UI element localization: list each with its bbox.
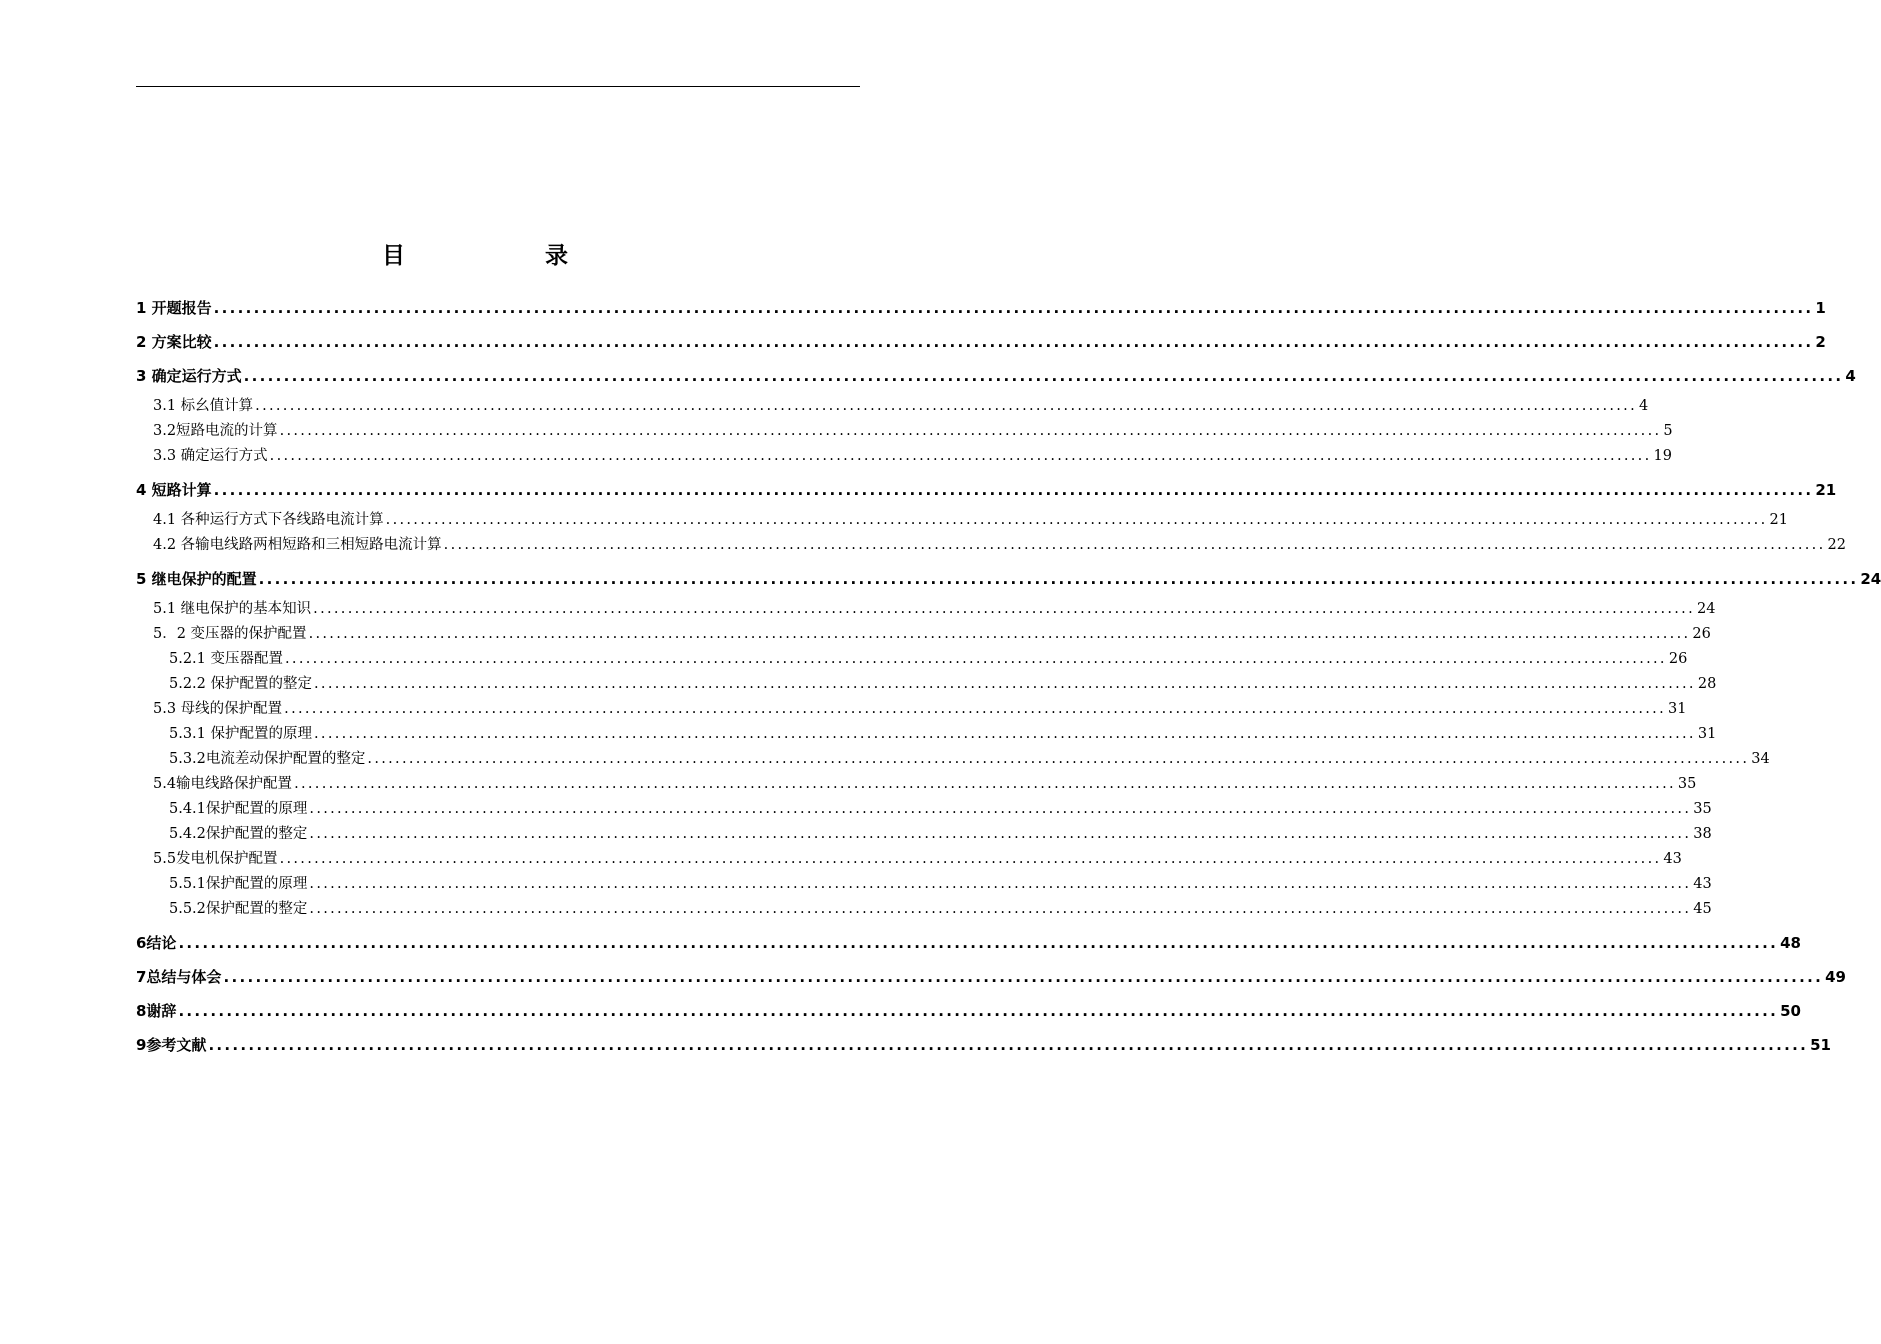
dot-leader: ........................................................................................................................................................................................................ [208, 1036, 1809, 1054]
toc-entry-page-number: 24 [1860, 570, 1881, 588]
toc-entry-page-number: 50 [1780, 1002, 1801, 1020]
toc-entry-page-number: 38 [1693, 826, 1712, 842]
toc-entry[interactable] [136, 364, 1856, 389]
toc-entry-label: 5.4.2保护配置的整定 [169, 826, 308, 842]
toc-entry-page-number: 19 [1653, 448, 1672, 464]
toc-entry-label: 5.3.2电流差动保护配置的整定 [169, 751, 366, 767]
toc-entry[interactable] [136, 931, 1801, 956]
toc-entry-page-number: 43 [1663, 851, 1682, 867]
toc-entry-label: 5.3.1 保护配置的原理 [169, 726, 313, 742]
toc-entry-label: 3.1 标幺值计算 [153, 398, 254, 414]
toc-entry[interactable] [136, 747, 1770, 772]
toc-entry[interactable] [136, 508, 1788, 533]
dot-leader: ........................................................................................................................................................................................................ [284, 701, 1666, 717]
toc-entry-label: 5.5.1保护配置的原理 [169, 876, 308, 892]
toc-entry-label: 5．2 变压器的保护配置 [153, 626, 307, 642]
toc-entry-label: 4.2 各输电线路两相短路和三相短路电流计算 [153, 537, 442, 553]
toc-entry[interactable] [136, 697, 1687, 722]
toc-entry-label: 5.5.2保护配置的整定 [169, 901, 308, 917]
dot-leader: ........................................................................................................................................................................................................ [309, 801, 1692, 817]
dot-leader: ........................................................................................................................................................................................................ [314, 676, 1696, 692]
toc-entry-label: 5.2.1 变压器配置 [169, 651, 284, 667]
title-right-char: 录 [545, 243, 568, 269]
dot-leader: ........................................................................................................................................................................................................ [213, 333, 1814, 351]
toc-entry[interactable] [136, 330, 1826, 355]
toc-entry[interactable] [136, 897, 1712, 922]
toc-entry-page-number: 24 [1697, 601, 1716, 617]
dot-leader: ........................................................................................................................................................................................................ [385, 512, 1768, 528]
toc-entry[interactable] [136, 847, 1682, 872]
toc-entry-label: 5 继电保护的配置 [136, 570, 257, 588]
toc-entry[interactable] [136, 822, 1712, 847]
toc-entry-label: 3.3 确定运行方式 [153, 448, 268, 464]
toc-entry[interactable] [136, 419, 1673, 444]
toc-entry[interactable] [136, 478, 1837, 503]
toc-entry-label: 5.4.1保护配置的原理 [169, 801, 308, 817]
toc-entry-page-number: 48 [1780, 934, 1801, 952]
dot-leader: ........................................................................................................................................................................................................ [178, 1002, 1779, 1020]
toc-entry-page-number: 35 [1693, 801, 1712, 817]
toc-entry-page-number: 43 [1693, 876, 1712, 892]
toc-entry-label: 3.2短路电流的计算 [153, 423, 278, 439]
dot-leader: ........................................................................................................................................................................................................ [308, 626, 1691, 642]
toc-entry-page-number: 49 [1825, 968, 1846, 986]
toc-entry-page-number: 4 [1639, 398, 1649, 414]
dot-leader: ........................................................................................................................................................................................................ [213, 299, 1814, 317]
dot-leader: ........................................................................................................................................................................................................ [223, 968, 1824, 986]
toc-entry-label: 6结论 [136, 934, 177, 952]
toc-entry[interactable] [136, 999, 1801, 1024]
toc-entry[interactable] [136, 567, 1881, 592]
toc-entry-page-number: 35 [1677, 776, 1697, 792]
page-title [0, 238, 950, 274]
dot-leader: ........................................................................................................................................................................................................ [279, 423, 1662, 439]
dot-leader: ........................................................................................................................................................................................................ [178, 934, 1779, 952]
dot-leader: ........................................................................................................................................................................................................ [285, 651, 1667, 667]
toc-entry-label: 5.5发电机保护配置 [153, 851, 278, 867]
toc-entry[interactable] [136, 394, 1649, 419]
toc-entry-page-number: 26 [1668, 651, 1688, 667]
toc-entry-page-number: 34 [1751, 751, 1770, 767]
toc-entry[interactable] [136, 722, 1717, 747]
toc-entry-label: 5.1 继电保护的基本知识 [153, 601, 312, 617]
dot-leader: ........................................................................................................................................................................................................ [443, 537, 1826, 553]
toc-entry-page-number: 2 [1815, 333, 1826, 351]
toc-entry[interactable] [136, 772, 1697, 797]
toc-entry-label: 9参考文献 [136, 1036, 207, 1054]
toc-entry-label: 7总结与体会 [136, 968, 222, 986]
dot-leader: ........................................................................................................................................................................................................ [309, 876, 1692, 892]
dot-leader: ........................................................................................................................................................................................................ [279, 851, 1662, 867]
toc-entry-label: 5.3 母线的保护配置 [153, 701, 283, 717]
toc-entry-page-number: 22 [1827, 537, 1846, 553]
dot-leader: ........................................................................................................................................................................................................ [258, 570, 1859, 588]
toc-entry[interactable] [136, 444, 1672, 469]
toc-entry-page-number: 4 [1845, 367, 1856, 385]
dot-leader: ........................................................................................................................................................................................................ [269, 448, 1652, 464]
dot-leader: ........................................................................................................................................................................................................ [309, 901, 1692, 917]
toc-entry-page-number: 51 [1810, 1036, 1831, 1054]
toc-entry[interactable] [136, 622, 1711, 647]
toc-entry-page-number: 21 [1815, 481, 1837, 499]
toc-entry-page-number: 31 [1668, 701, 1687, 717]
toc-entry[interactable] [136, 597, 1716, 622]
dot-leader: ........................................................................................................................................................................................................ [313, 601, 1695, 617]
dot-leader: ........................................................................................................................................................................................................ [213, 481, 1814, 499]
toc-entry-label: 4 短路计算 [136, 481, 212, 499]
toc-entry[interactable] [136, 647, 1688, 672]
toc-entry-page-number: 26 [1692, 626, 1711, 642]
toc-entry-label: 8谢辞 [136, 1002, 177, 1020]
toc-entry-label: 2 方案比较 [136, 333, 212, 351]
toc-entry[interactable] [136, 533, 1846, 558]
dot-leader: ........................................................................................................................................................................................................ [314, 726, 1696, 742]
toc-entry[interactable] [136, 872, 1712, 897]
toc-entry[interactable] [136, 296, 1826, 321]
dot-leader: ........................................................................................................................................................................................................ [367, 751, 1750, 767]
dot-leader: ........................................................................................................................................................................................................ [294, 776, 1676, 792]
toc-entry-label: 3 确定运行方式 [136, 367, 242, 385]
toc-entry-label: 5.4输电线路保护配置 [153, 776, 293, 792]
toc-entry[interactable] [136, 672, 1717, 697]
dot-leader: ........................................................................................................................................................................................................ [243, 367, 1844, 385]
toc-entry-page-number: 45 [1693, 901, 1712, 917]
title-left-char: 目 [382, 243, 405, 269]
toc-entry-page-number: 21 [1769, 512, 1788, 528]
dot-leader: ........................................................................................................................................................................................................ [309, 826, 1692, 842]
header-rule [136, 86, 860, 87]
dot-leader: ........................................................................................................................................................................................................ [255, 398, 1637, 414]
toc-entry-label: 1 开题报告 [136, 299, 212, 317]
toc-entry[interactable] [136, 797, 1712, 822]
toc-entry-page-number: 5 [1663, 423, 1673, 439]
table-of-contents [136, 296, 1881, 1058]
toc-entry[interactable] [136, 965, 1846, 990]
toc-entry-page-number: 1 [1815, 299, 1826, 317]
toc-entry-label: 4.1 各种运行方式下各线路电流计算 [153, 512, 384, 528]
toc-entry[interactable] [136, 1033, 1831, 1058]
toc-entry-label: 5.2.2 保护配置的整定 [169, 676, 313, 692]
toc-entry-page-number: 31 [1697, 726, 1717, 742]
toc-entry-page-number: 28 [1697, 676, 1717, 692]
